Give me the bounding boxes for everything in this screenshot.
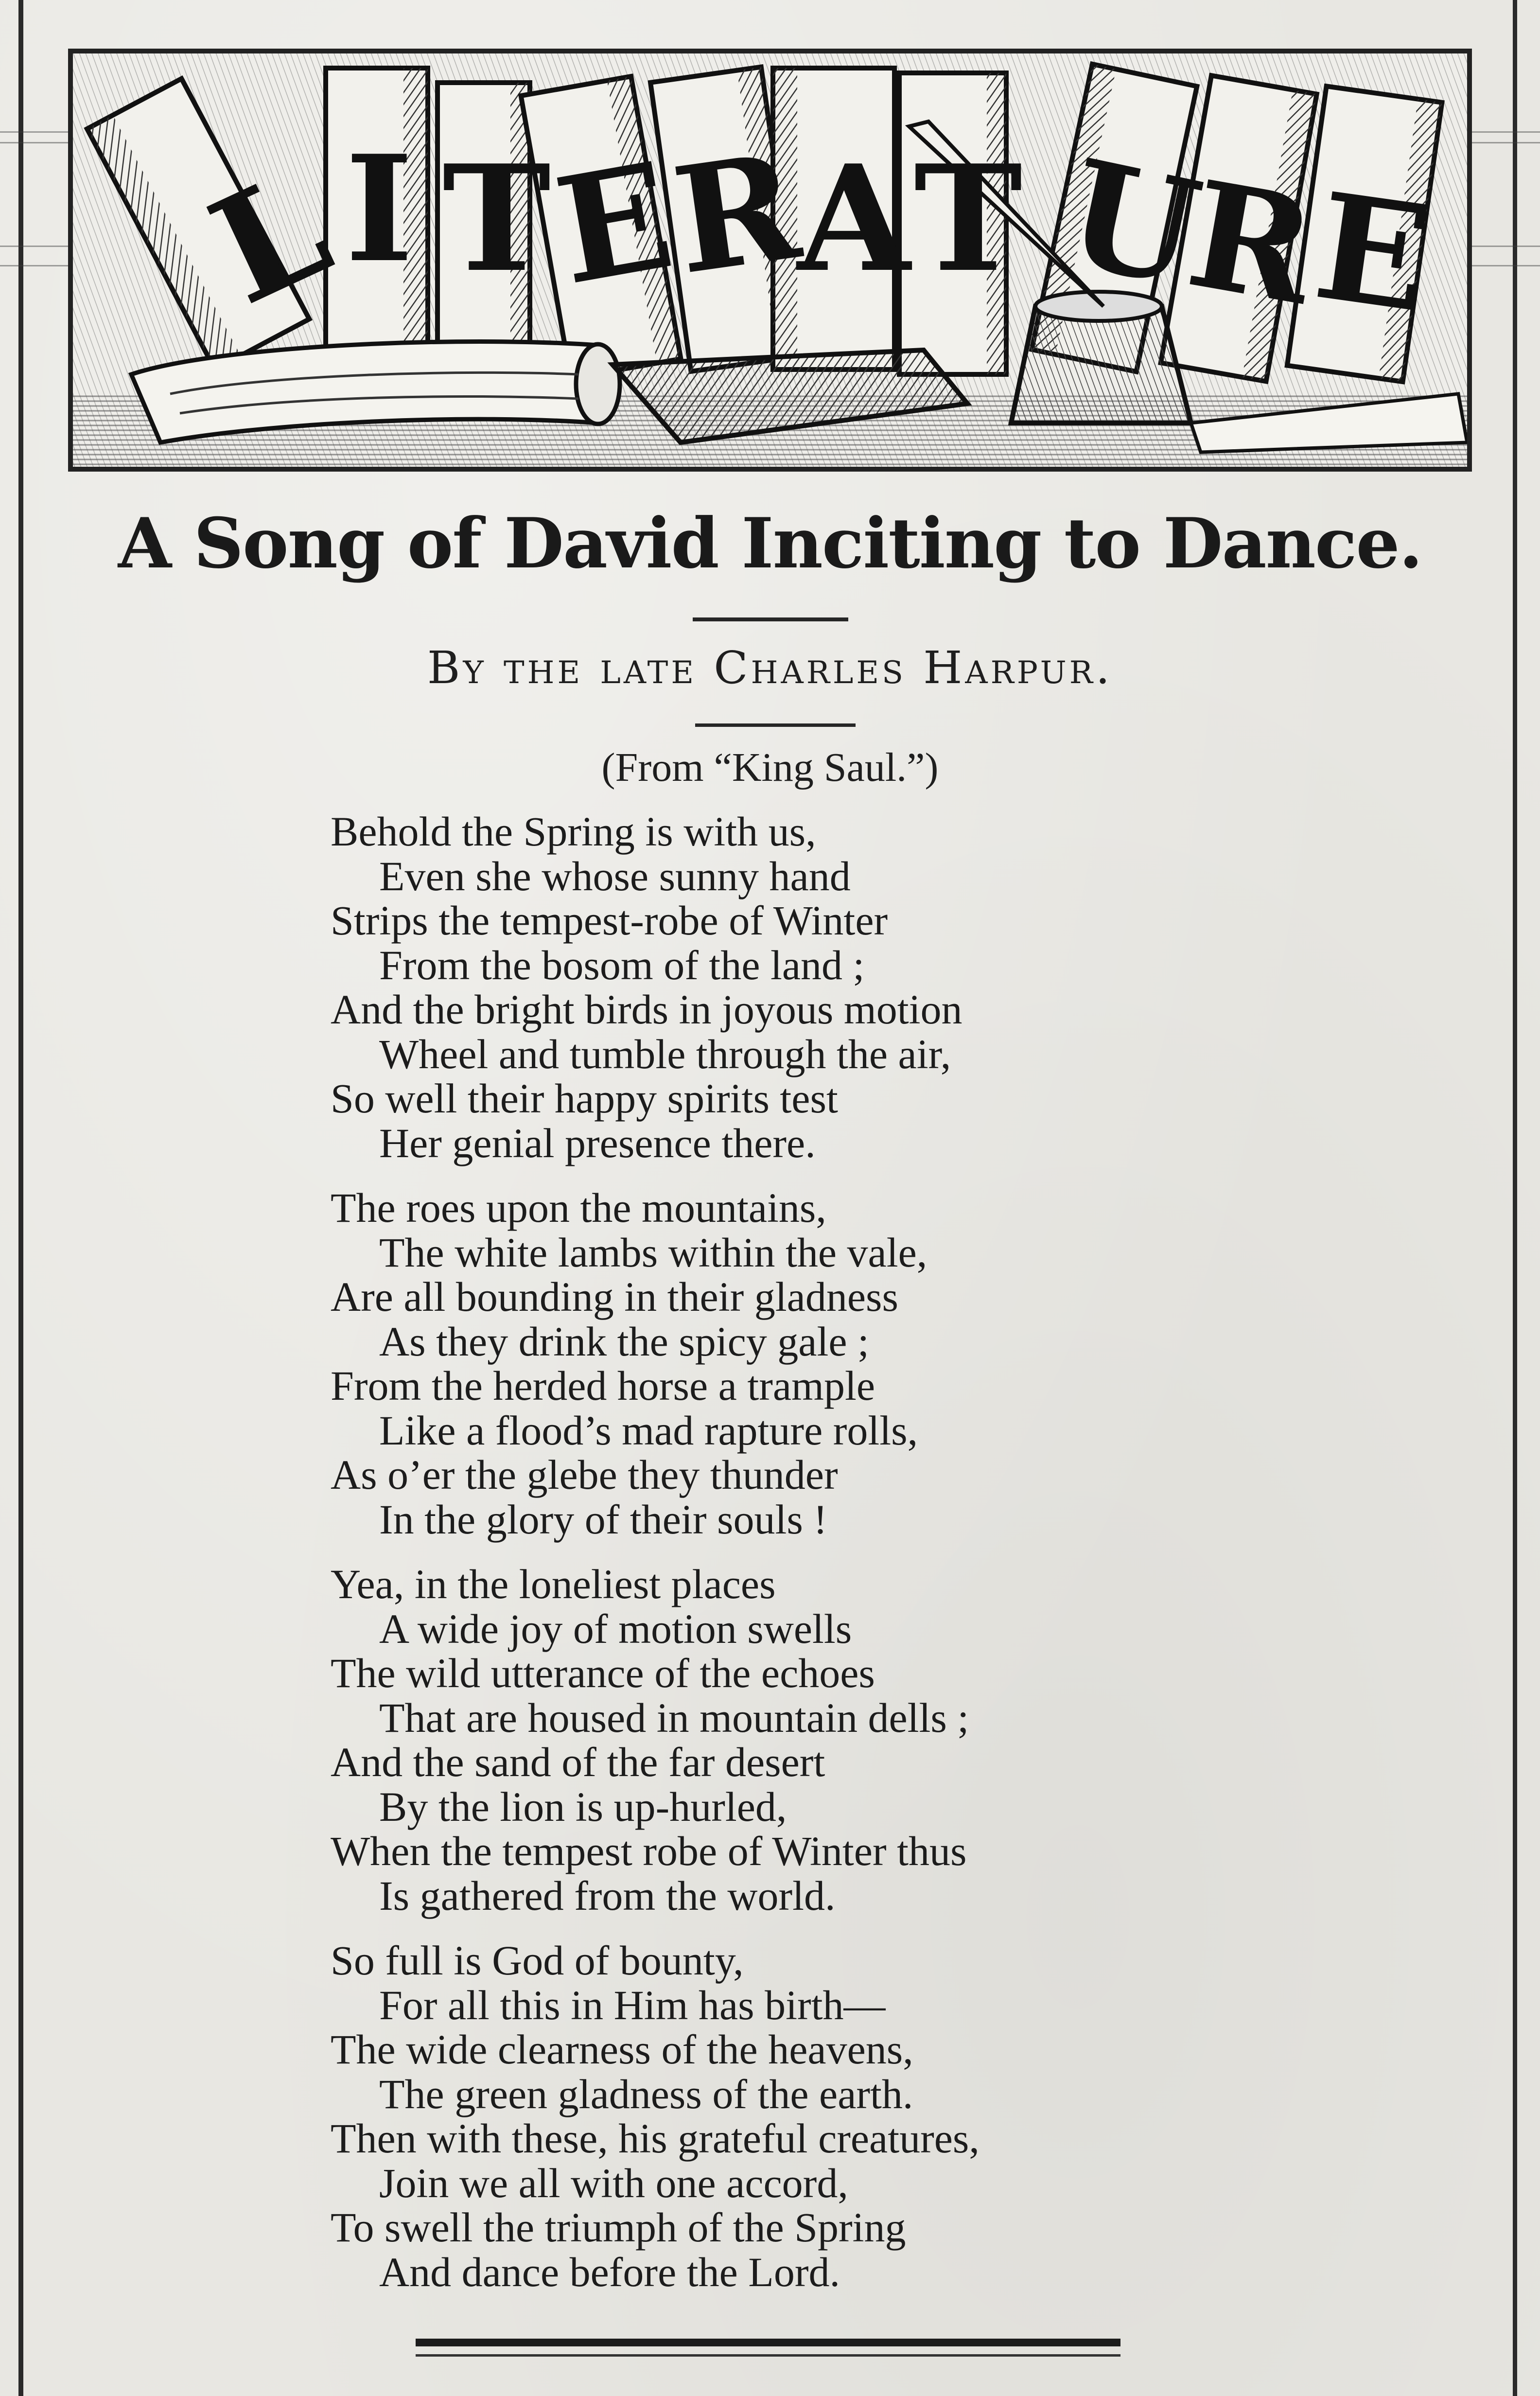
stanza [331,1186,1449,1542]
banner-letter: A [797,133,910,304]
poem-line: Is gathered from the world. [379,1872,836,1919]
poem-line: The wide clearness of the heavens, [331,2026,913,2073]
article-title: A Song of David Inciting to Dance. [118,503,1422,584]
poem-line: And the bright birds in joyous motion [331,986,962,1033]
poem-line: To swell the triumph of the Spring [331,2204,906,2251]
banner-letter: T [914,133,1023,304]
poem-line: From the herded horse a trample [331,1362,875,1409]
byline-divider [695,723,856,727]
poem-line: The roes upon the mountains, [331,1184,826,1231]
poem-line: When the tempest robe of Winter thus [331,1828,967,1874]
poem-line: A wide joy of motion swells [379,1605,852,1652]
banner-letter: R [664,120,808,307]
poem-line: By the lion is up-hurled, [379,1783,787,1830]
article-byline: By the late Charles Harpur. [427,642,1113,694]
banner-letter: U [1053,126,1213,321]
poem-line: Even she whose sunny hand [379,852,851,899]
poem-line: And the sand of the far desert [331,1739,825,1785]
poem-line: As they drink the spicy gale ; [379,1318,869,1365]
banner-lettering [73,53,1467,467]
poem-line: Strips the tempest-robe of Winter [331,897,888,944]
banner-letter: T [442,133,551,304]
title-divider [693,617,848,621]
banner-letter: I [345,123,414,295]
poem-line: Her genial presence there. [379,1119,816,1166]
poem-line: That are housed in mountain dells ; [379,1694,969,1741]
poem-line: And dance before the Lord. [379,2248,840,2295]
stanza [331,810,1449,1165]
poem-line: The wild utterance of the echoes [331,1650,875,1696]
poem-line: Then with these, his grateful creatures, [331,2115,980,2162]
poem-line: Wheel and tumble through the air, [379,1030,951,1077]
poem-line: In the glory of their souls ! [379,1496,827,1543]
article-end-rule [416,2339,1120,2346]
poem-line: Like a flood’s mad rapture rolls, [379,1407,918,1454]
banner-letter: E [1306,159,1440,346]
banner-letter: E [545,129,684,318]
poem-line: For all this in Him has birth— [379,1981,886,2028]
column-rule-left [18,0,23,2396]
stanza [331,1562,1449,1918]
column-rule-right [1513,0,1517,2396]
poem-source: (From “King Saul.”) [601,745,939,790]
poem-line: The green gladness of the earth. [379,2070,913,2117]
poem-line: So well their happy spirits test [331,1075,838,1122]
poem-line: As o’er the glebe they thunder [331,1451,838,1498]
poem-line: Yea, in the loneliest places [331,1561,776,1607]
literature-masthead [68,49,1472,472]
stanza [331,1938,1449,2294]
banner-letter: R [1177,148,1327,338]
poem-line: The white lambs within the vale, [379,1229,928,1276]
poem-line: Join we all with one accord, [379,2159,848,2206]
banner-letter: L [187,139,353,338]
poem-line: Are all bounding in their gladness [331,1273,898,1320]
article-end-rule-thin [416,2354,1120,2357]
poem-line: So full is God of bounty, [331,1937,744,1984]
poem-body [331,810,1449,2315]
poem-line: From the bosom of the land ; [379,941,865,988]
poem-line: Behold the Spring is with us, [331,808,816,855]
